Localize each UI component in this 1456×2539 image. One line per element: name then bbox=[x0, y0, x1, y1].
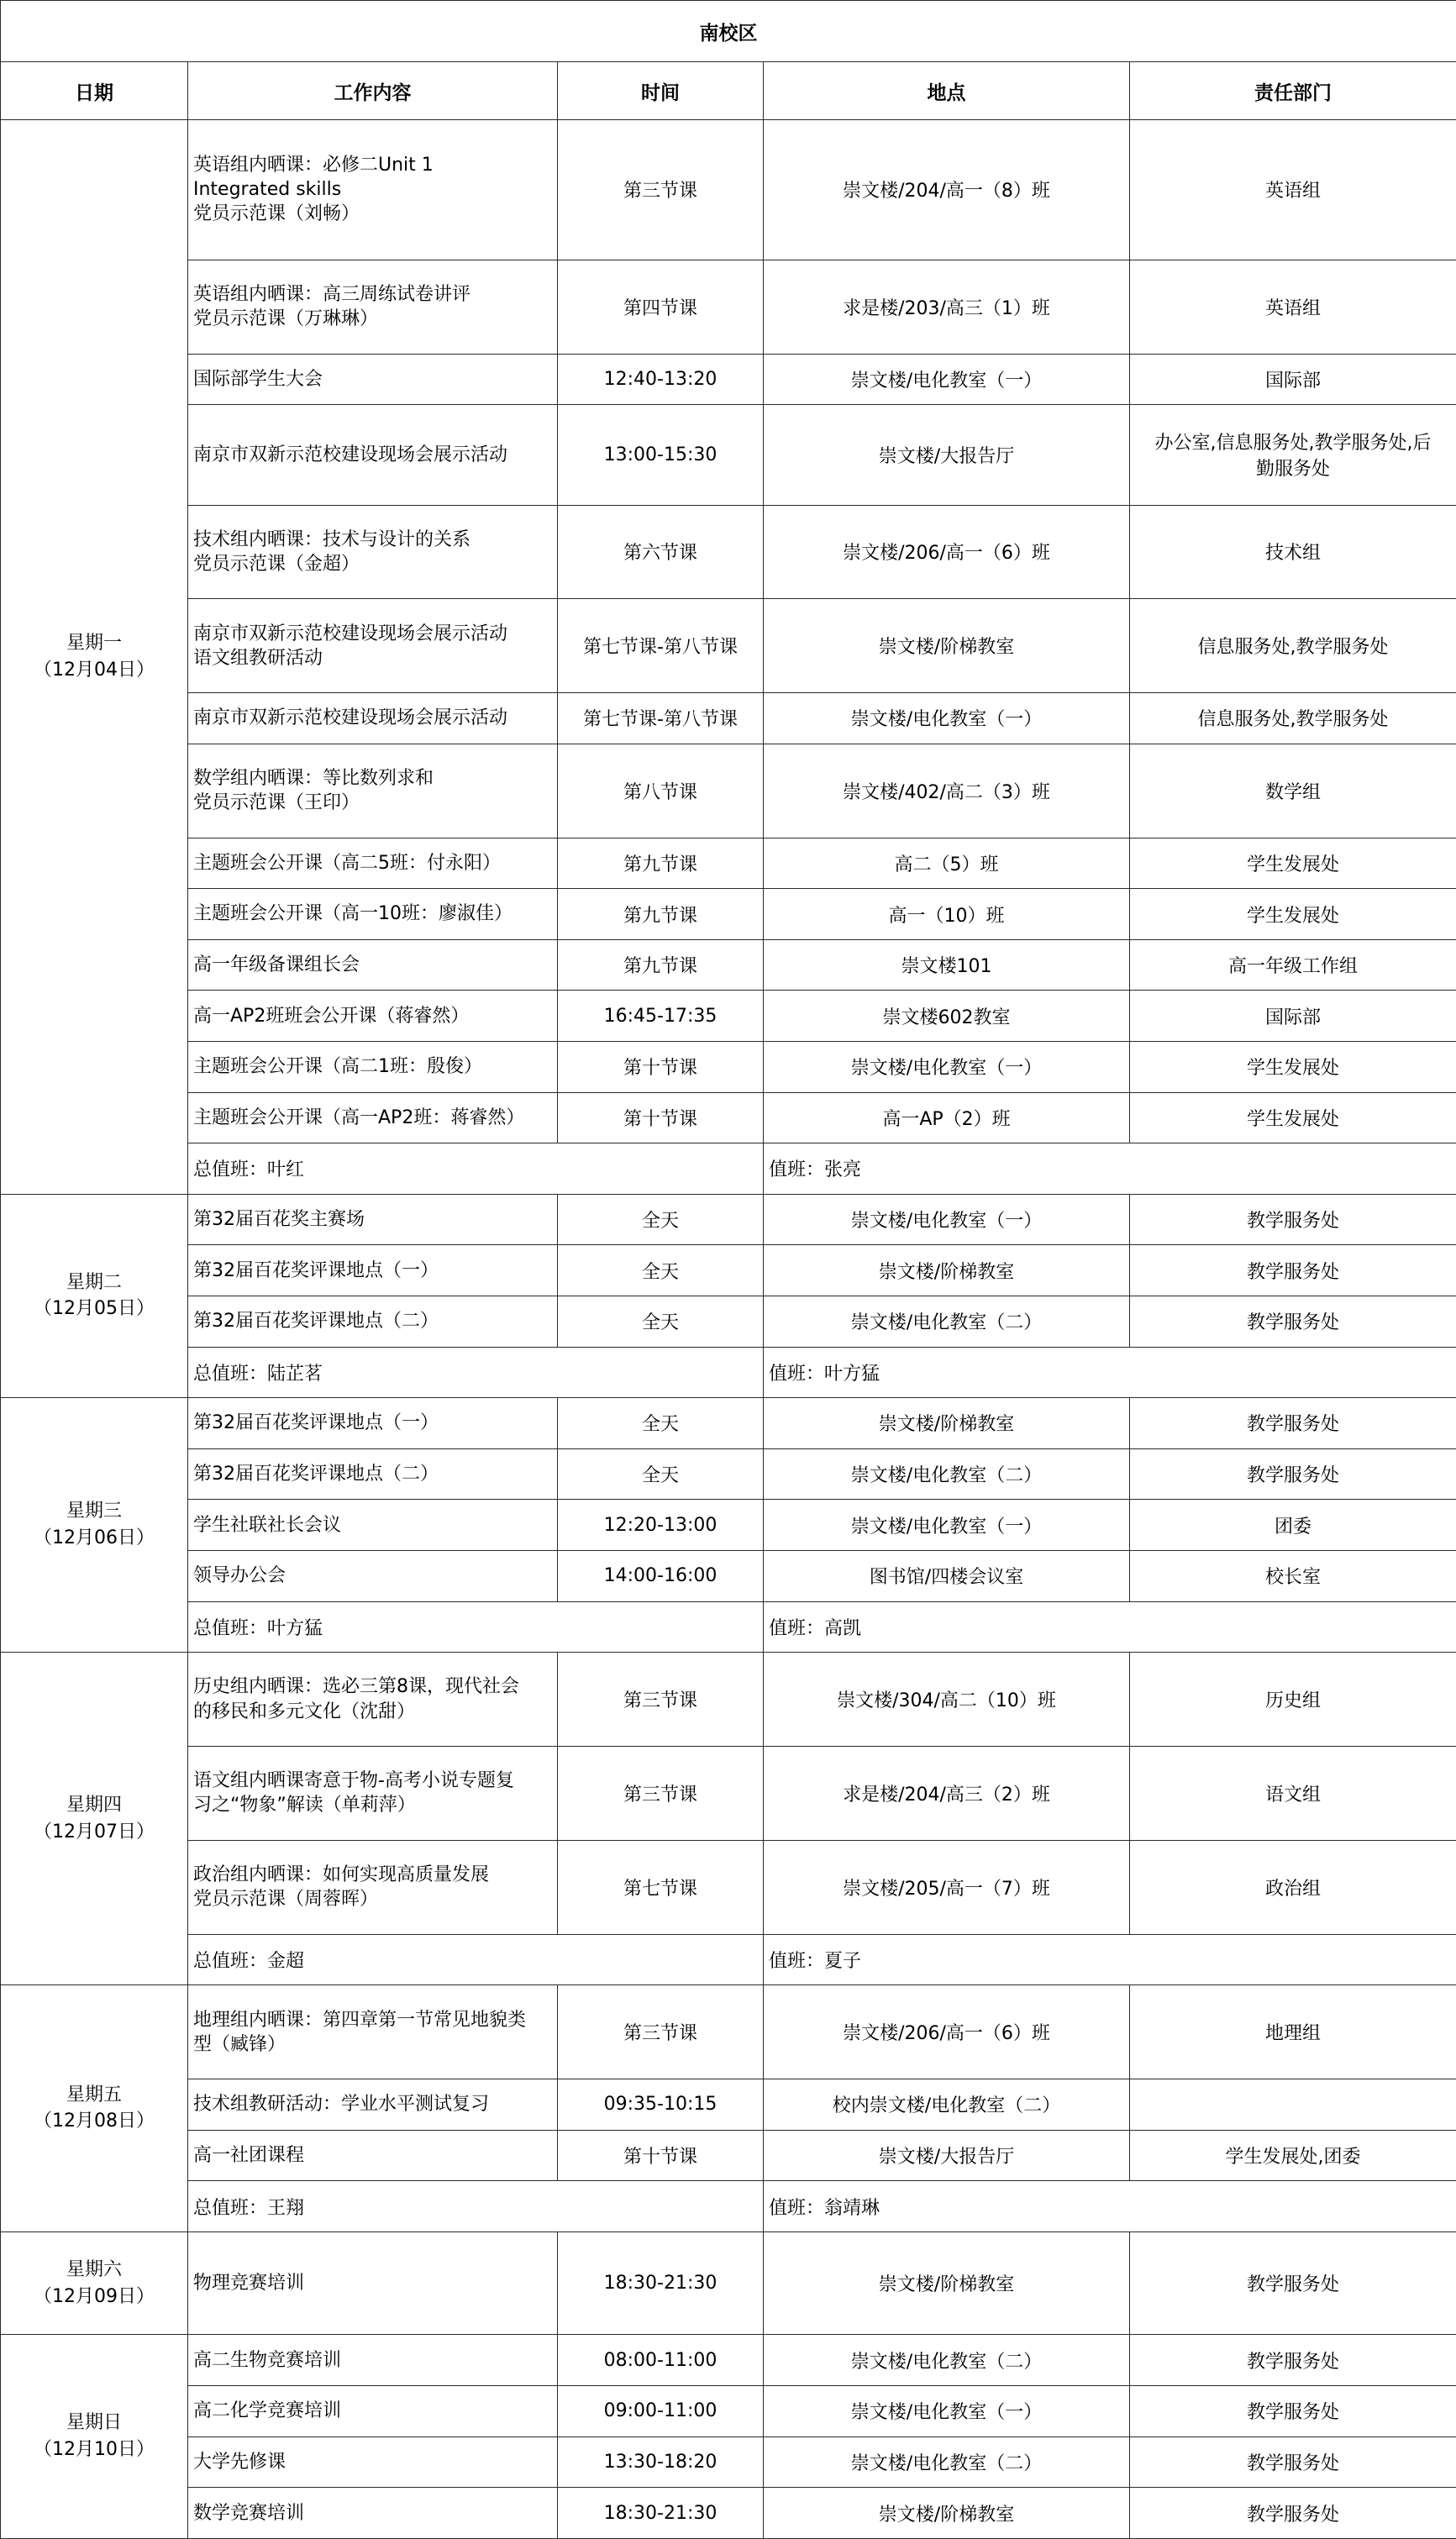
day-cell bbox=[1, 1653, 188, 1985]
work-content-line: 南京市双新示范校建设现场会展示活动 bbox=[193, 444, 508, 465]
work-content-line: 高一年级备课组长会 bbox=[193, 954, 360, 976]
place-cell: 崇文楼/206/高一（6）班 bbox=[764, 1985, 1130, 2079]
place-cell: 崇文楼/206/高一（6）班 bbox=[764, 505, 1130, 599]
work-content-line: 南京市双新示范校建设现场会展示活动 bbox=[193, 707, 508, 729]
dept-line: 办公室,信息服务处,教学服务处,后 bbox=[1154, 433, 1432, 455]
header-place: 地点 bbox=[764, 62, 1130, 120]
header-date: 日期 bbox=[1, 62, 188, 120]
table-row bbox=[1, 1398, 1456, 1449]
day-date: （12月07日） bbox=[34, 1821, 155, 1842]
work-content-line: 物理竞赛培训 bbox=[193, 2273, 305, 2295]
work-content-cell bbox=[188, 2386, 558, 2437]
work-content-cell bbox=[188, 744, 558, 838]
work-content-cell bbox=[188, 838, 558, 889]
dept-cell bbox=[1130, 1194, 1456, 1245]
dept-line: 教学服务处 bbox=[1246, 1414, 1339, 1436]
work-content-cell bbox=[188, 354, 558, 405]
work-content-line: 高一社团课程 bbox=[193, 2144, 305, 2166]
work-content-cell bbox=[188, 1041, 558, 1092]
work-content-cell bbox=[188, 260, 558, 354]
dept-cell bbox=[1130, 1500, 1456, 1551]
dept-line: 语文组 bbox=[1264, 1784, 1321, 1806]
time-cell: 12:20-13:00 bbox=[558, 1500, 764, 1551]
dept-cell bbox=[1130, 260, 1456, 354]
header-content: 工作内容 bbox=[188, 62, 558, 120]
table-row bbox=[1, 1245, 1456, 1296]
work-content-line: 第32届百花奖评课地点（二） bbox=[193, 1464, 439, 1485]
duty-total-cell: 总值班：金超 bbox=[188, 1934, 764, 1985]
place-cell: 崇文楼/电化教室（一） bbox=[764, 1194, 1130, 1245]
day-date: （12月10日） bbox=[34, 2439, 155, 2461]
table-row bbox=[1, 744, 1456, 838]
work-content-line: 党员示范课（王印） bbox=[193, 792, 360, 814]
work-content-cell bbox=[188, 1194, 558, 1245]
work-content-cell bbox=[188, 2079, 558, 2131]
header-time: 时间 bbox=[558, 62, 764, 120]
place-cell: 崇文楼/电化教室（二） bbox=[764, 2436, 1130, 2488]
work-content-line: 政治组内晒课：如何实现高质量发展 bbox=[193, 1864, 490, 1886]
time-cell: 全天 bbox=[558, 1448, 764, 1500]
work-content-line: 主题班会公开课（高一AP2班：蒋睿然） bbox=[193, 1107, 525, 1128]
time-cell: 第七节课 bbox=[558, 1840, 764, 1934]
time-cell: 第三节课 bbox=[558, 1985, 764, 2079]
duty-row bbox=[1, 1143, 1456, 1195]
work-content-cell bbox=[188, 505, 558, 599]
dept-cell bbox=[1130, 1840, 1456, 1934]
time-cell: 12:40-13:20 bbox=[558, 354, 764, 405]
work-content-cell bbox=[188, 1985, 558, 2079]
duty-cell: 值班：翁靖琳 bbox=[764, 2181, 1456, 2232]
time-cell: 第七节课-第八节课 bbox=[558, 693, 764, 744]
dept-cell bbox=[1130, 120, 1456, 260]
work-content-cell bbox=[188, 405, 558, 505]
work-content-cell bbox=[188, 2436, 558, 2488]
work-content-line: 大学先修课 bbox=[193, 2451, 286, 2473]
dept-cell bbox=[1130, 1092, 1456, 1143]
place-cell: 求是楼/204/高三（2）班 bbox=[764, 1746, 1130, 1840]
dept-line: 教学服务处 bbox=[1246, 1465, 1339, 1487]
day-cell bbox=[1, 1398, 188, 1653]
work-content-line: 习之“物象”解读（单莉萍） bbox=[193, 1795, 416, 1816]
work-content-line: 领导办公会 bbox=[193, 1565, 286, 1587]
table-row bbox=[1, 2130, 1456, 2181]
dept-line: 信息服务处,教学服务处 bbox=[1197, 709, 1389, 731]
dept-line: 学生发展处 bbox=[1246, 1108, 1339, 1130]
table-row bbox=[1, 1746, 1456, 1840]
dept-cell bbox=[1130, 693, 1456, 744]
work-content-cell bbox=[188, 1746, 558, 1840]
time-cell: 09:00-11:00 bbox=[558, 2386, 764, 2437]
work-content-line: 英语组内晒课：高三周练试卷讲评 bbox=[193, 284, 471, 306]
table-row bbox=[1, 2231, 1456, 2335]
day-name: 星期六 bbox=[66, 2258, 122, 2280]
dept-cell bbox=[1130, 2488, 1456, 2539]
table-row bbox=[1, 991, 1456, 1042]
work-content-line: 第32届百花奖主赛场 bbox=[193, 1209, 365, 1231]
work-content-line: 党员示范课（金超） bbox=[193, 553, 360, 575]
place-cell: 崇文楼/204/高一（8）班 bbox=[764, 120, 1130, 260]
duty-total-cell: 总值班：叶方猛 bbox=[188, 1601, 764, 1653]
dept-cell bbox=[1130, 2079, 1456, 2131]
table-row bbox=[1, 838, 1456, 889]
place-cell: 崇文楼/电化教室（一） bbox=[764, 1041, 1130, 1092]
duty-row bbox=[1, 1601, 1456, 1653]
time-cell: 第十节课 bbox=[558, 1092, 764, 1143]
work-content-line: 技术组内晒课：技术与设计的关系 bbox=[193, 528, 471, 550]
time-cell: 18:30-21:30 bbox=[558, 2488, 764, 2539]
day-cell bbox=[1, 1985, 188, 2232]
time-cell: 第九节课 bbox=[558, 939, 764, 991]
campus-title-row bbox=[1, 1, 1456, 62]
work-content-line: 语文组内晒课寄意于物-高考小说专题复 bbox=[193, 1770, 514, 1792]
place-cell: 高一AP（2）班 bbox=[764, 1092, 1130, 1143]
duty-cell: 值班：张亮 bbox=[764, 1143, 1456, 1195]
place-cell: 崇文楼/大报告厅 bbox=[764, 405, 1130, 505]
work-content-cell bbox=[188, 1448, 558, 1500]
work-content-cell bbox=[188, 1550, 558, 1601]
table-row bbox=[1, 1840, 1456, 1934]
place-cell: 高一（10）班 bbox=[764, 889, 1130, 940]
work-content-cell bbox=[188, 1245, 558, 1296]
place-cell: 崇文楼/电化教室（二） bbox=[764, 1296, 1130, 1347]
duty-row bbox=[1, 1934, 1456, 1985]
day-date: （12月06日） bbox=[34, 1527, 155, 1549]
time-cell: 09:35-10:15 bbox=[558, 2079, 764, 2131]
header-row bbox=[1, 62, 1456, 120]
schedule-body bbox=[1, 120, 1456, 2539]
work-content-line: 南京市双新示范校建设现场会展示活动 bbox=[193, 623, 508, 644]
dept-line: 国际部 bbox=[1264, 370, 1321, 392]
place-cell: 崇文楼101 bbox=[764, 939, 1130, 991]
time-cell: 第十节课 bbox=[558, 1041, 764, 1092]
place-cell: 图书馆/四楼会议室 bbox=[764, 1550, 1130, 1601]
table-row bbox=[1, 1194, 1456, 1245]
dept-line: 教学服务处 bbox=[1246, 2274, 1339, 2296]
time-cell: 第九节课 bbox=[558, 889, 764, 940]
place-cell: 崇文楼/304/高二（10）班 bbox=[764, 1653, 1130, 1747]
duty-total-cell: 总值班：王翔 bbox=[188, 2181, 764, 2232]
time-cell: 第九节课 bbox=[558, 838, 764, 889]
dept-cell bbox=[1130, 505, 1456, 599]
place-cell: 崇文楼/电化教室（一） bbox=[764, 1500, 1130, 1551]
dept-cell bbox=[1130, 2386, 1456, 2437]
day-cell bbox=[1, 120, 188, 1195]
place-cell: 崇文楼/阶梯教室 bbox=[764, 599, 1130, 693]
table-row bbox=[1, 1092, 1456, 1143]
duty-total-cell: 总值班：叶红 bbox=[188, 1143, 764, 1195]
time-cell: 13:30-18:20 bbox=[558, 2436, 764, 2488]
work-content-cell bbox=[188, 991, 558, 1042]
work-content-line: 数学竞赛培训 bbox=[193, 2502, 305, 2524]
table-row bbox=[1, 1448, 1456, 1500]
table-row bbox=[1, 1653, 1456, 1747]
dept-line: 团委 bbox=[1274, 1516, 1311, 1538]
table-row bbox=[1, 693, 1456, 744]
time-cell: 第八节课 bbox=[558, 744, 764, 838]
duty-total-cell: 总值班：陆芷茗 bbox=[188, 1347, 764, 1398]
place-cell: 崇文楼/阶梯教室 bbox=[764, 2488, 1130, 2539]
day-name: 星期一 bbox=[66, 632, 122, 654]
time-cell: 第六节课 bbox=[558, 505, 764, 599]
dept-line: 学生发展处 bbox=[1246, 854, 1339, 875]
work-content-line: 第32届百花奖评课地点（一） bbox=[193, 1259, 439, 1281]
dept-line: 地理组 bbox=[1264, 2023, 1321, 2045]
place-cell: 崇文楼/电化教室（一） bbox=[764, 693, 1130, 744]
day-date: （12月08日） bbox=[34, 2111, 155, 2132]
dept-line: 学生发展处,团委 bbox=[1225, 2146, 1361, 2168]
work-content-line: 主题班会公开课（高二1班：殷俊） bbox=[193, 1056, 482, 1078]
place-cell: 崇文楼/阶梯教室 bbox=[764, 2231, 1130, 2335]
duty-row bbox=[1, 1347, 1456, 1398]
work-content-line: 国际部学生大会 bbox=[193, 368, 323, 390]
table-row bbox=[1, 2335, 1456, 2386]
work-content-line: 的移民和多元文化（沈甜） bbox=[193, 1701, 416, 1722]
work-content-cell bbox=[188, 1653, 558, 1747]
work-content-line: 英语组内晒课：必修二Unit 1 bbox=[193, 155, 434, 176]
table-row bbox=[1, 599, 1456, 693]
time-cell: 14:00-16:00 bbox=[558, 1550, 764, 1601]
dept-cell bbox=[1130, 1550, 1456, 1601]
table-row bbox=[1, 1985, 1456, 2079]
dept-cell bbox=[1130, 1653, 1456, 1747]
dept-line: 学生发展处 bbox=[1246, 1058, 1339, 1080]
dept-line: 历史组 bbox=[1264, 1690, 1321, 1712]
work-content-cell bbox=[188, 2488, 558, 2539]
dept-cell bbox=[1130, 1041, 1456, 1092]
work-content-line: 第32届百花奖评课地点（二） bbox=[193, 1311, 439, 1333]
place-cell: 崇文楼602教室 bbox=[764, 991, 1130, 1042]
dept-line: 教学服务处 bbox=[1246, 2452, 1339, 2474]
work-content-cell bbox=[188, 939, 558, 991]
work-content-line: 地理组内晒课：第四章第一节常见地貌类 bbox=[193, 2009, 527, 2031]
dept-line: 数学组 bbox=[1264, 781, 1321, 803]
work-content-line: 高二生物竞赛培训 bbox=[193, 2349, 342, 2371]
place-cell: 崇文楼/阶梯教室 bbox=[764, 1245, 1130, 1296]
place-cell: 崇文楼/电化教室（二） bbox=[764, 2335, 1130, 2386]
day-name: 星期二 bbox=[66, 1271, 122, 1293]
dept-line: 校长室 bbox=[1264, 1567, 1321, 1589]
time-cell: 16:45-17:35 bbox=[558, 991, 764, 1042]
dept-line: 教学服务处 bbox=[1246, 2504, 1339, 2526]
dept-cell bbox=[1130, 744, 1456, 838]
dept-cell bbox=[1130, 1746, 1456, 1840]
work-content-line: 高二化学竞赛培训 bbox=[193, 2400, 342, 2422]
dept-cell bbox=[1130, 2130, 1456, 2181]
dept-line: 教学服务处 bbox=[1246, 2402, 1339, 2424]
time-cell: 第十节课 bbox=[558, 2130, 764, 2181]
table-row bbox=[1, 2488, 1456, 2539]
table-row bbox=[1, 120, 1456, 260]
time-cell: 13:00-15:30 bbox=[558, 405, 764, 505]
work-content-cell bbox=[188, 1296, 558, 1347]
work-content-line: 党员示范课（周蓉晖） bbox=[193, 1889, 379, 1911]
work-content-cell bbox=[188, 1398, 558, 1449]
work-content-cell bbox=[188, 120, 558, 260]
dept-line: 国际部 bbox=[1264, 1007, 1321, 1028]
table-row bbox=[1, 1500, 1456, 1551]
time-cell: 全天 bbox=[558, 1194, 764, 1245]
day-date: （12月04日） bbox=[34, 659, 155, 681]
dept-cell bbox=[1130, 2436, 1456, 2488]
table-row bbox=[1, 939, 1456, 991]
dept-cell bbox=[1130, 838, 1456, 889]
dept-line: 教学服务处 bbox=[1246, 1312, 1339, 1334]
dept-line: 勤服务处 bbox=[1255, 459, 1330, 481]
dept-cell bbox=[1130, 1448, 1456, 1500]
work-content-cell bbox=[188, 2335, 558, 2386]
day-cell bbox=[1, 2231, 188, 2335]
dept-line: 英语组 bbox=[1264, 181, 1321, 202]
work-content-line: 语文组教研活动 bbox=[193, 647, 323, 669]
work-content-line: 历史组内晒课：选必三第8课，现代社会 bbox=[193, 1676, 519, 1698]
day-name: 星期三 bbox=[66, 1501, 122, 1522]
place-cell: 崇文楼/205/高一（7）班 bbox=[764, 1840, 1130, 1934]
duty-cell: 值班：高凯 bbox=[764, 1601, 1456, 1653]
dept-cell bbox=[1130, 354, 1456, 405]
day-name: 星期四 bbox=[66, 1794, 122, 1816]
duty-cell: 值班：叶方猛 bbox=[764, 1347, 1456, 1398]
work-content-line: 数学组内晒课：等比数列求和 bbox=[193, 768, 434, 790]
time-cell: 第七节课-第八节课 bbox=[558, 599, 764, 693]
dept-cell bbox=[1130, 1245, 1456, 1296]
dept-line: 教学服务处 bbox=[1246, 1261, 1339, 1283]
duty-cell: 值班：夏子 bbox=[764, 1934, 1456, 1985]
dept-line: 教学服务处 bbox=[1246, 2351, 1339, 2373]
table-row bbox=[1, 1296, 1456, 1347]
work-content-cell bbox=[188, 1500, 558, 1551]
place-cell: 校内崇文楼/电化教室（二） bbox=[764, 2079, 1130, 2131]
time-cell: 全天 bbox=[558, 1245, 764, 1296]
place-cell: 崇文楼/阶梯教室 bbox=[764, 1398, 1130, 1449]
dept-line: 学生发展处 bbox=[1246, 905, 1339, 927]
table-row bbox=[1, 405, 1456, 505]
place-cell: 崇文楼/电化教室（一） bbox=[764, 354, 1130, 405]
work-content-cell bbox=[188, 889, 558, 940]
place-cell: 崇文楼/大报告厅 bbox=[764, 2130, 1130, 2181]
time-cell: 全天 bbox=[558, 1398, 764, 1449]
day-date: （12月09日） bbox=[34, 2285, 155, 2307]
work-content-cell bbox=[188, 2231, 558, 2335]
work-content-line: Integrated skills bbox=[193, 179, 342, 201]
dept-cell bbox=[1130, 1398, 1456, 1449]
place-cell: 崇文楼/电化教室（二） bbox=[764, 1448, 1130, 1500]
dept-cell bbox=[1130, 1985, 1456, 2079]
table-row bbox=[1, 260, 1456, 354]
work-content-cell bbox=[188, 693, 558, 744]
dept-cell bbox=[1130, 405, 1456, 505]
dept-cell bbox=[1130, 2335, 1456, 2386]
work-content-line: 型（臧锋） bbox=[193, 2033, 286, 2055]
place-cell: 崇文楼/402/高二（3）班 bbox=[764, 744, 1130, 838]
time-cell: 第三节课 bbox=[558, 120, 764, 260]
work-content-line: 学生社联社长会议 bbox=[193, 1514, 342, 1536]
dept-cell bbox=[1130, 2231, 1456, 2335]
table-row bbox=[1, 889, 1456, 940]
header-dept: 责任部门 bbox=[1130, 62, 1456, 120]
day-name: 星期五 bbox=[66, 2084, 122, 2105]
time-cell: 第三节课 bbox=[558, 1653, 764, 1747]
work-content-line: 党员示范课（刘畅） bbox=[193, 203, 360, 225]
time-cell: 全天 bbox=[558, 1296, 764, 1347]
work-content-line: 第32届百花奖评课地点（一） bbox=[193, 1412, 439, 1434]
work-content-line: 主题班会公开课（高一10班：廖淑佳） bbox=[193, 903, 512, 925]
table-row bbox=[1, 1041, 1456, 1092]
table-row bbox=[1, 2079, 1456, 2131]
time-cell: 第三节课 bbox=[558, 1746, 764, 1840]
table-row bbox=[1, 505, 1456, 599]
table-row bbox=[1, 2386, 1456, 2437]
dept-cell bbox=[1130, 939, 1456, 991]
duty-row bbox=[1, 2181, 1456, 2232]
dept-line: 信息服务处,教学服务处 bbox=[1197, 637, 1389, 659]
work-content-cell bbox=[188, 599, 558, 693]
dept-cell bbox=[1130, 889, 1456, 940]
work-content-line: 主题班会公开课（高二5班：付永阳） bbox=[193, 852, 501, 874]
table-row bbox=[1, 354, 1456, 405]
work-content-line: 党员示范课（万琳琳） bbox=[193, 308, 379, 330]
place-cell: 崇文楼/电化教室（一） bbox=[764, 2386, 1130, 2437]
work-content-cell bbox=[188, 2130, 558, 2181]
dept-line: 技术组 bbox=[1264, 543, 1321, 565]
table-row bbox=[1, 1550, 1456, 1601]
campus-title: 南校区 bbox=[1, 1, 1456, 62]
place-cell: 求是楼/203/高三（1）班 bbox=[764, 260, 1130, 354]
dept-line: 政治组 bbox=[1264, 1878, 1321, 1900]
day-cell bbox=[1, 1194, 188, 1397]
dept-line: 英语组 bbox=[1264, 297, 1321, 319]
time-cell: 08:00-11:00 bbox=[558, 2335, 764, 2386]
day-name: 星期日 bbox=[66, 2412, 122, 2434]
time-cell: 18:30-21:30 bbox=[558, 2231, 764, 2335]
work-content-cell bbox=[188, 1092, 558, 1143]
dept-cell bbox=[1130, 991, 1456, 1042]
day-date: （12月05日） bbox=[34, 1298, 155, 1320]
dept-line: 教学服务处 bbox=[1246, 1211, 1339, 1233]
work-content-cell bbox=[188, 1840, 558, 1934]
work-content-line: 技术组教研活动：学业水平测试复习 bbox=[193, 2094, 490, 2116]
dept-cell bbox=[1130, 599, 1456, 693]
dept-line: 高一年级工作组 bbox=[1227, 956, 1358, 978]
day-cell bbox=[1, 2335, 188, 2539]
time-cell: 第四节课 bbox=[558, 260, 764, 354]
work-content-line: 高一AP2班班会公开课（蒋睿然） bbox=[193, 1005, 470, 1027]
dept-cell bbox=[1130, 1296, 1456, 1347]
table-row bbox=[1, 2436, 1456, 2488]
place-cell: 高二（5）班 bbox=[764, 838, 1130, 889]
